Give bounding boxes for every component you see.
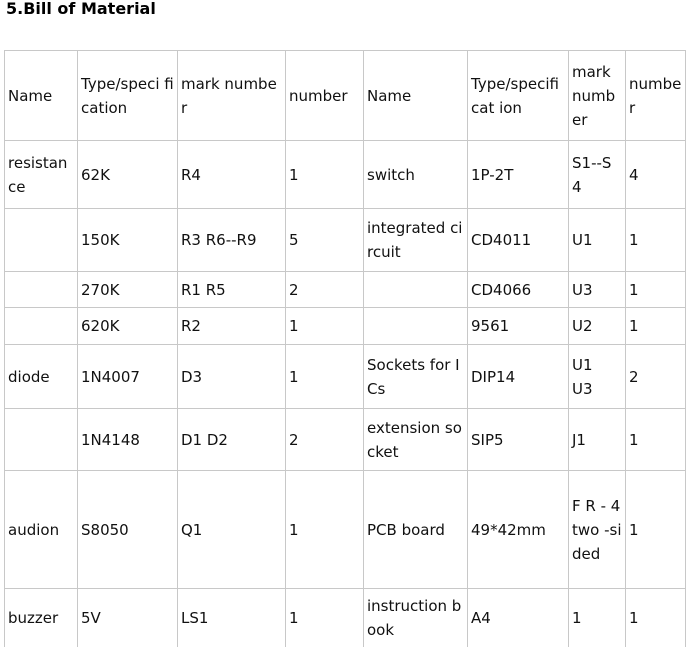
table-row — [5, 345, 686, 409]
table-cell: 150K — [78, 209, 178, 272]
table-cell: R1 R5 — [178, 272, 286, 308]
table-cell: 2 — [626, 345, 686, 409]
table-row — [5, 272, 686, 308]
table-header-row — [5, 51, 686, 141]
table-cell: diode — [5, 345, 78, 409]
table-cell — [364, 308, 468, 345]
header-cell: Type/specifi cat ion — [468, 51, 569, 141]
table-cell: U1 — [569, 209, 626, 272]
table-cell — [5, 209, 78, 272]
table-cell: 1N4148 — [78, 409, 178, 471]
table-cell: 1 — [626, 272, 686, 308]
header-cell: mark numb er — [569, 51, 626, 141]
table-cell: 2 — [286, 409, 364, 471]
table-cell: LS1 — [178, 589, 286, 647]
table-cell: 2 — [286, 272, 364, 308]
table-cell: 1 — [626, 589, 686, 647]
table-cell: DIP14 — [468, 345, 569, 409]
table-cell: 4 — [626, 141, 686, 209]
table-cell: buzzer — [5, 589, 78, 647]
table-cell: 1 — [286, 345, 364, 409]
table-cell: R3 R6--R9 — [178, 209, 286, 272]
header-cell: number — [286, 51, 364, 141]
table-cell: 5 — [286, 209, 364, 272]
table-row — [5, 141, 686, 209]
table-row — [5, 209, 686, 272]
table-cell: 1P-2T — [468, 141, 569, 209]
table-cell: 1 — [569, 589, 626, 647]
section-title: 5.Bill of Material — [6, 0, 156, 18]
table-cell: J1 — [569, 409, 626, 471]
table-cell: R2 — [178, 308, 286, 345]
table-row — [5, 589, 686, 647]
table-cell: 1N4007 — [78, 345, 178, 409]
table-cell: 62K — [78, 141, 178, 209]
table-cell: 620K — [78, 308, 178, 345]
table-cell: 49*42mm — [468, 471, 569, 589]
header-cell: Name — [364, 51, 468, 141]
table-cell: S8050 — [78, 471, 178, 589]
table-row — [5, 308, 686, 345]
table-cell: U3 — [569, 272, 626, 308]
table-cell: Sockets for ICs — [364, 345, 468, 409]
table-cell: integrated circuit — [364, 209, 468, 272]
table-cell: D3 — [178, 345, 286, 409]
table-cell: extension socket — [364, 409, 468, 471]
table-cell: CD4011 — [468, 209, 569, 272]
table-cell — [5, 409, 78, 471]
table-cell: 1 — [626, 409, 686, 471]
table-cell: PCB board — [364, 471, 468, 589]
table-cell: 1 — [626, 308, 686, 345]
table-cell: 9561 — [468, 308, 569, 345]
header-cell: mark number — [178, 51, 286, 141]
table-row — [5, 409, 686, 471]
table-cell: U1 U3 — [569, 345, 626, 409]
table-cell: 270K — [78, 272, 178, 308]
table-cell: 1 — [286, 471, 364, 589]
table-cell: switch — [364, 141, 468, 209]
table-cell: instruction book — [364, 589, 468, 647]
header-cell: Type/speci fi cation — [78, 51, 178, 141]
table-cell: 1 — [626, 471, 686, 589]
table-cell: 1 — [286, 308, 364, 345]
table-cell: audion — [5, 471, 78, 589]
table-cell: resistance — [5, 141, 78, 209]
table-cell: U2 — [569, 308, 626, 345]
table-cell: R4 — [178, 141, 286, 209]
table-cell: A4 — [468, 589, 569, 647]
table-cell: F R - 4 two -sided — [569, 471, 626, 589]
bill-of-material-table — [4, 50, 686, 647]
table-cell: CD4066 — [468, 272, 569, 308]
header-cell: Name — [5, 51, 78, 141]
table-cell: 1 — [286, 141, 364, 209]
table-cell: 1 — [286, 589, 364, 647]
header-cell: number — [626, 51, 686, 141]
table-cell — [5, 272, 78, 308]
table-cell: SIP5 — [468, 409, 569, 471]
table-cell: 1 — [626, 209, 686, 272]
table-cell: Q1 — [178, 471, 286, 589]
table-row — [5, 471, 686, 589]
table-cell: S1--S 4 — [569, 141, 626, 209]
table-cell — [364, 272, 468, 308]
table-cell — [5, 308, 78, 345]
table-cell: 5V — [78, 589, 178, 647]
table-cell: D1 D2 — [178, 409, 286, 471]
